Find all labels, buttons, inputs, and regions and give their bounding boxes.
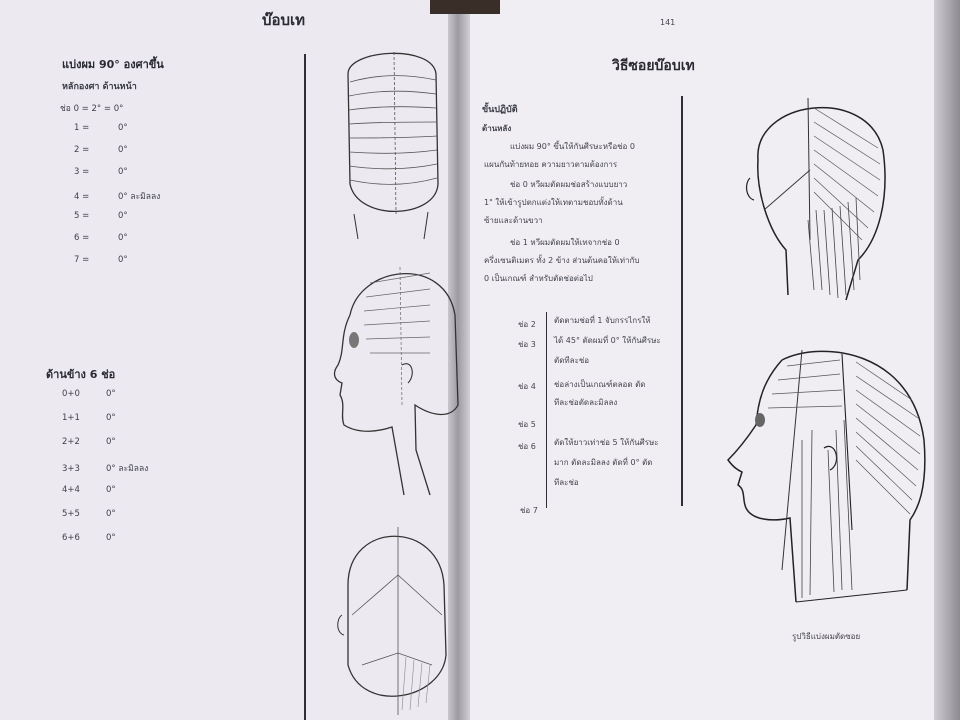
list-item: 1+1 0°	[62, 413, 116, 423]
figure-caption: รูปวิธีแบ่งผมตัดซอย	[792, 632, 861, 641]
paragraph-line: ช่อ 0 หวีผมตัดผมช่อสร้างแบบยาว	[510, 180, 628, 189]
step-text: ได้ 45° ตัดผมที่ 0° ให้กันศีรษะ	[554, 336, 661, 345]
head-top-illustration	[322, 515, 462, 720]
step-label: ช่อ 6	[518, 442, 536, 451]
background-shadow	[430, 0, 500, 14]
paragraph-line: ซ้ายและด้านขวา	[484, 216, 543, 225]
step-text: ตัดให้ยาวเท่าช่อ 5 ให้กันศีรษะ	[554, 438, 659, 447]
paragraph-line: ครึ่งเซนติเมตร ทั้ง 2 ข้าง ส่วนต้นคอให้เท่ากับ	[484, 256, 640, 265]
paragraph-line: 0 เป็นเกณฑ์ สำหรับตัดช่อต่อไป	[484, 274, 593, 283]
right-page-title: วิธีซอยบ๊อบเท	[612, 58, 695, 74]
section2-title: ด้านข้าง 6 ช่อ	[46, 368, 116, 381]
list-item: 5 = 0°	[74, 211, 128, 221]
head-back-sections-illustration	[738, 90, 898, 305]
list-item: 6 = 0°	[74, 233, 128, 243]
step-text: ตัดตามช่อที่ 1 จับกรรไกรให้	[554, 316, 651, 325]
list-item: 7 = 0°	[74, 255, 128, 265]
step-label: ช่อ 2	[518, 320, 536, 329]
step-label: ช่อ 4	[518, 382, 536, 391]
list-item: 3+3 0° ละมิลลง	[62, 464, 149, 474]
right-page-subtitle: ขั้นปฏิบัติ	[482, 105, 518, 115]
list-item: 2 = 0°	[74, 145, 128, 155]
list-item: 4 = 0° ละมิลลง	[74, 192, 161, 202]
list-item: 1 = 0°	[74, 123, 128, 133]
step-text: ทีละช่อ	[554, 478, 579, 487]
step-label: ช่อ 7	[520, 506, 538, 515]
page-number: 141	[660, 18, 676, 27]
list-item: 6+6 0°	[62, 533, 116, 543]
page-edge	[934, 0, 960, 720]
step-text: ตัดทีละช่อ	[554, 356, 590, 365]
list-item: 3 = 0°	[74, 167, 128, 177]
list-item: 5+5 0°	[62, 509, 116, 519]
head-back-grid-illustration	[318, 44, 458, 244]
head-side-grid-illustration	[320, 255, 460, 500]
step-text: ทีละช่อตัดละมิลลง	[554, 398, 618, 407]
paragraph-line: แบ่งผม 90° ขึ้นให้กันศีรษะหรือช่อ 0	[510, 142, 635, 151]
steps-divider	[546, 312, 547, 508]
section1-title: แบ่งผม 90° องศาขึ้น	[62, 58, 164, 71]
section1-subtitle: หลักองศา ด้านหน้า	[62, 82, 137, 92]
sub-heading: ด้านหลัง	[482, 124, 512, 133]
left-column-divider	[304, 54, 306, 720]
right-column-divider	[681, 96, 683, 506]
list-item: 2+2 0°	[62, 437, 116, 447]
list-item: ช่อ 0 = 2° = 0°	[60, 104, 124, 114]
head-side-sections-illustration	[712, 340, 927, 610]
paragraph-line: แผนกันท้ายทอย ความยาวตามต้องการ	[484, 160, 618, 169]
paragraph-line: 1" ให้เข้ารูปตกแต่งให้เทตามชอบทั้งด้าน	[484, 198, 623, 207]
step-label: ช่อ 5	[518, 420, 536, 429]
step-text: ช่อล่างเป็นเกณฑ์ตลอด ตัด	[554, 380, 646, 389]
step-label: ช่อ 3	[518, 340, 536, 349]
step-text: มาก ตัดละมิลลง ตัดที่ 0° ตัด	[554, 458, 653, 467]
paragraph-line: ช่อ 1 หวีผมตัดผมให้เทจากช่อ 0	[510, 238, 620, 247]
list-item: 4+4 0°	[62, 485, 116, 495]
list-item: 0+0 0°	[62, 389, 116, 399]
left-page-header: บ๊อบเท	[262, 11, 306, 29]
